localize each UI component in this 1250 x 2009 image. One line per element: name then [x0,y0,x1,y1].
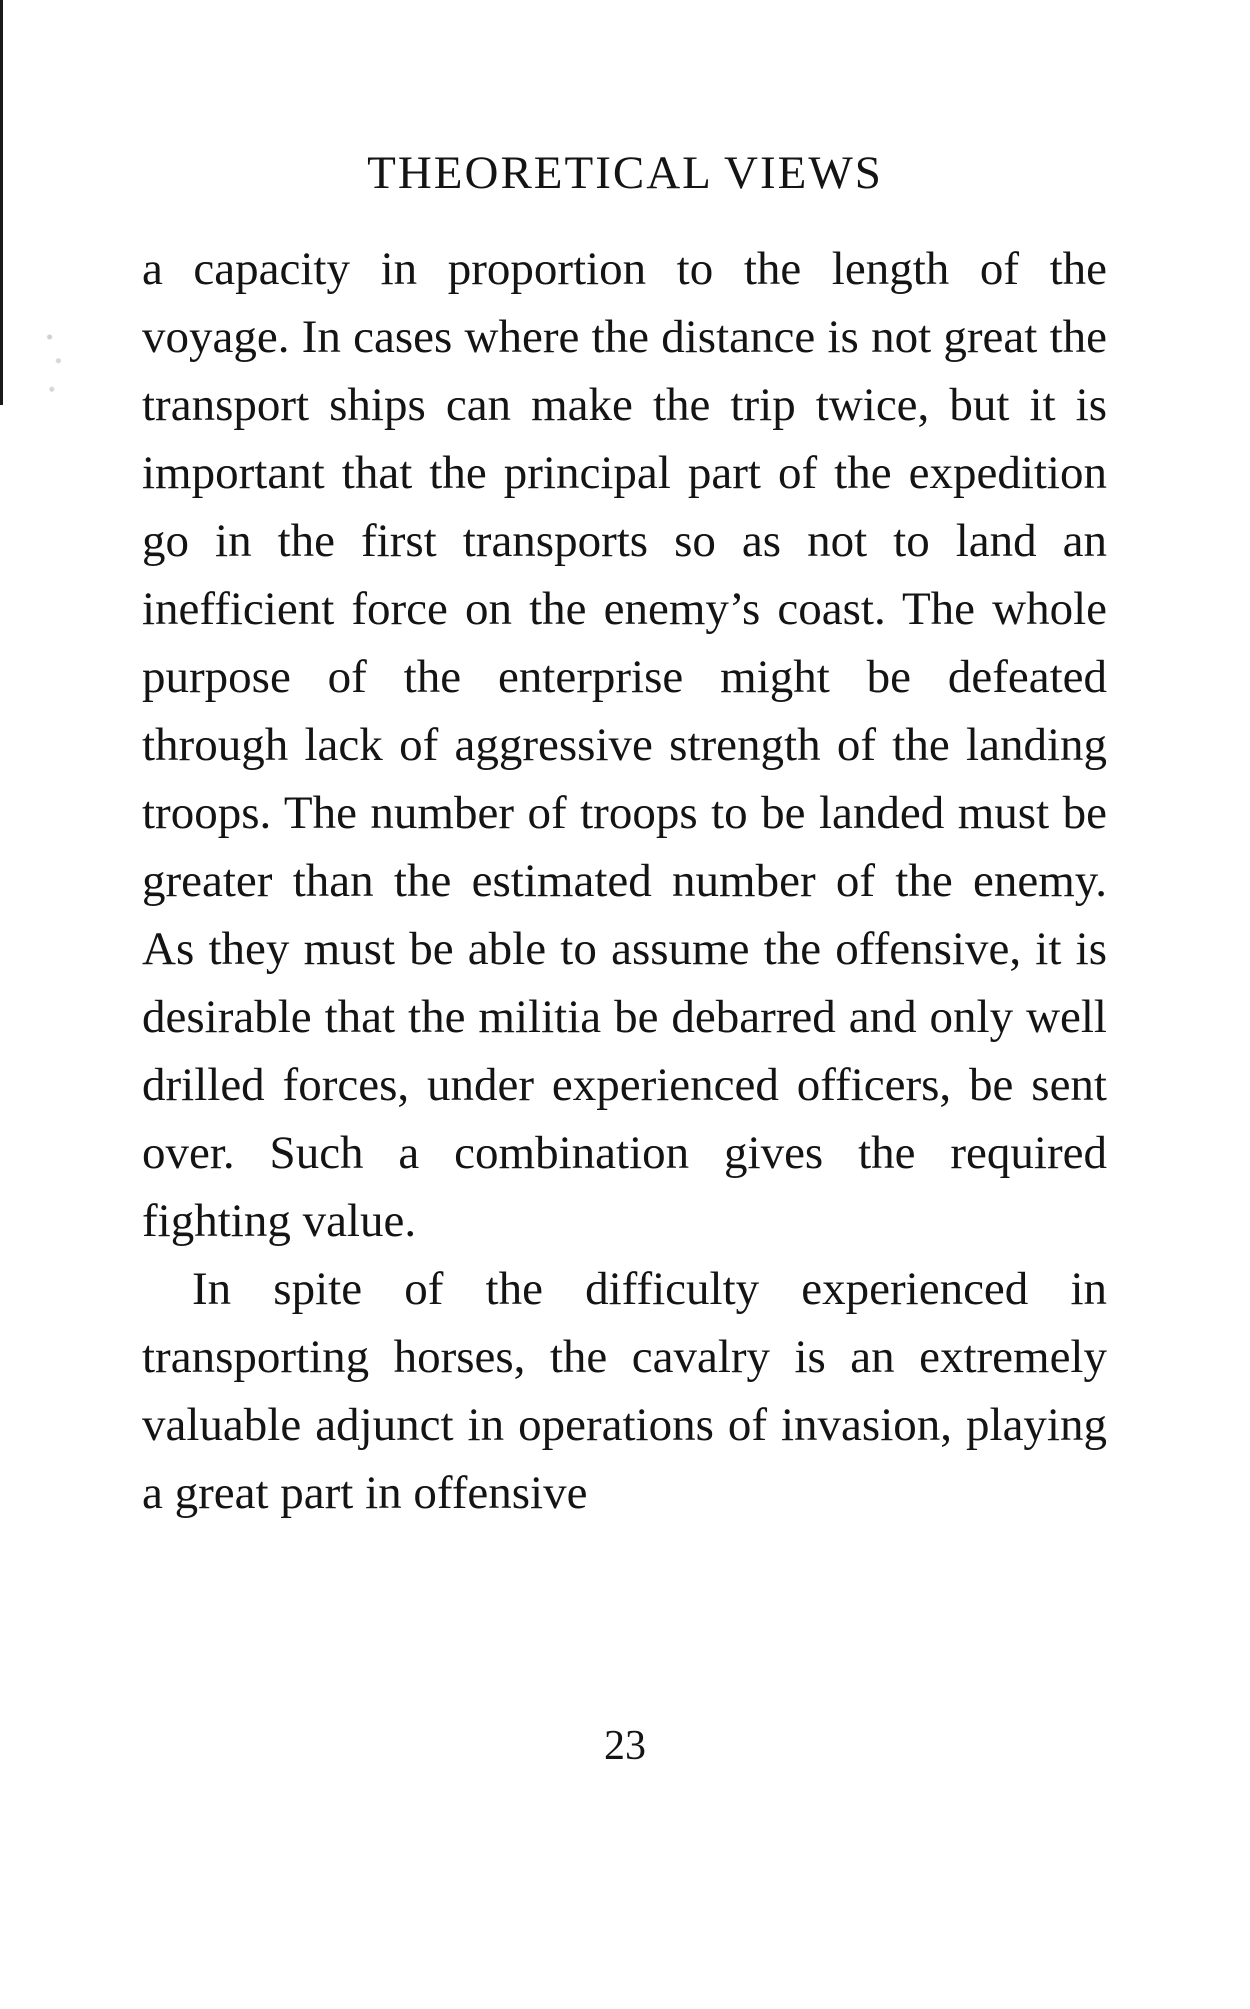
paragraph-1: a capacity in proportion to the length of the voyage. In cases where the distance is not great the transport ships can make the trip twice, but it is important that the principal part of the expedition go in the first transports so as not to land an inefficient force on the enemy’s coast. The whole purpose of the enterprise might be defeated through lack of aggressive strength of the landing troops. The number of troops to be landed must be greater than the estimated number of the enemy. As they must be able to assume the offensive, it is desirable that the militia be debarred and only well drilled forces, under experienced officers, be sent over. Such a combination gives the required fighting value. [142,243,1107,1247]
running-head: THEORETICAL VIEWS [367,147,883,199]
paragraph-2: In spite of the difficulty experienced in transporting horses, the cavalry is an extremely valuable adjunct in operations of invasion, playing a great part in offensive [142,1263,1107,1519]
body-text [142,235,1107,1527]
page-number: 23 [604,1723,646,1769]
scan-speck [43,318,65,413]
